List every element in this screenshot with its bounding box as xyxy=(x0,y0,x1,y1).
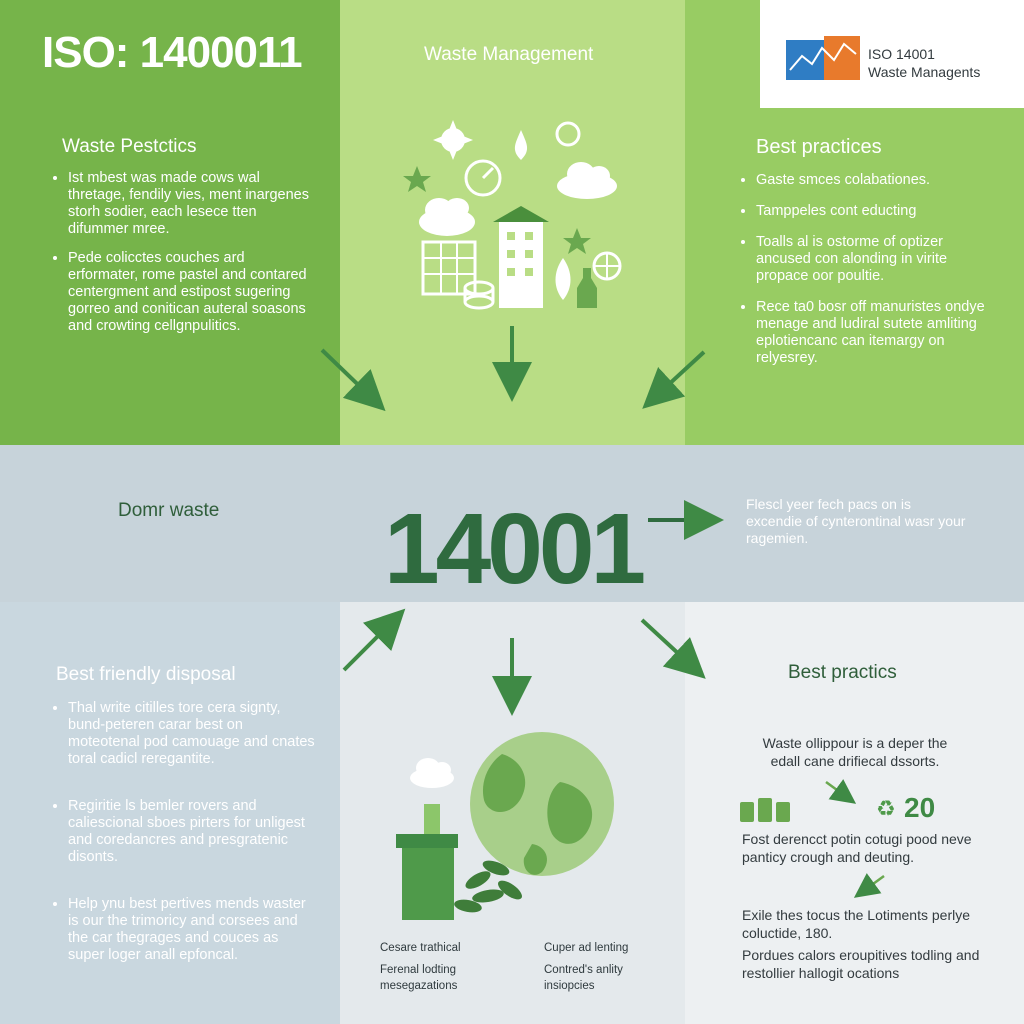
list-item: Cuper ad lenting xyxy=(544,942,629,954)
bottom-left-list xyxy=(52,700,318,976)
building-icon xyxy=(493,206,549,308)
middle-right-text: Flescl yeer fech pacs on is excendie of cynterontinal wasr your ragemien. xyxy=(746,496,966,546)
page-title: ISO: 1400011 xyxy=(42,28,302,77)
top-left-heading: Waste Pestctics xyxy=(62,136,197,157)
list-item: • Rece ta0 bosr off manuristes ondye menage and ludiral sutete amliting eplotiencanc can itemargy on relyesrey. xyxy=(756,299,996,367)
list-item: • Tamppeles cont educting xyxy=(756,203,996,220)
top-right-list xyxy=(740,172,996,379)
bottom-right-para3: Pordues calors eroupitives todling and restollier hallogit ocations xyxy=(742,947,980,981)
star-icon xyxy=(403,166,431,192)
drop-icon xyxy=(515,130,527,160)
bottom-left-heading: Best friendly disposal xyxy=(56,664,236,685)
chat-icon xyxy=(557,123,579,145)
list-item: • Thal write citilles tore cera signty, bund-peteren carar best on moteotenal pod camouage and cnates toral cadicl reregantite. xyxy=(68,700,318,768)
bottle-icon xyxy=(577,268,597,308)
sun-icon xyxy=(433,120,473,160)
star-icon xyxy=(563,228,591,254)
list-item: mesegazations xyxy=(380,980,458,992)
top-left-list xyxy=(52,170,318,347)
cloud-icon xyxy=(410,758,454,788)
list-item: Cesare trathical xyxy=(380,942,461,954)
bottom-center-col1 xyxy=(380,942,510,1002)
globe-icon xyxy=(470,732,614,876)
list-item: • Gaste smces colabationes. xyxy=(756,172,996,189)
logo-line1: ISO 14001 xyxy=(868,46,935,62)
list-item: • Help ynu best pertives mends waster is our the trimoricy and corsees and the car thegrages and couces as super loger anall epfoncal. xyxy=(68,896,318,964)
bottom-center-col2 xyxy=(544,942,674,1002)
leaf-icon xyxy=(556,258,571,300)
list-item: Contred's anlity xyxy=(544,964,623,976)
recycle-icon: ♻ xyxy=(876,796,896,821)
list-item: Ferenal lodting xyxy=(380,964,457,976)
logo-line2: Waste Managents xyxy=(868,64,981,80)
recycle-badge: 20 xyxy=(904,792,936,823)
waste-illustration xyxy=(395,118,635,318)
list-item: • Pede colicctes couches ard erformater, rome pastel and contared centergment and estipost sugering gorreo and conitican auteral soasons and crowting cellgnpulitics. xyxy=(68,250,318,335)
list-item: insiopcies xyxy=(544,980,595,992)
cloud-icon xyxy=(419,198,475,236)
bottom-right-heading: Best practics xyxy=(788,662,897,683)
list-item: • Toalls al is ostorme of optizer ancused con alonding in virite propace oor poultie. xyxy=(756,234,996,285)
bottom-right-para2: Exile thes tocus the Lotiments perlye coluctide, 180. xyxy=(742,907,971,941)
coins-icon xyxy=(740,796,800,822)
logo-box xyxy=(760,0,1024,108)
cloud-icon xyxy=(557,162,617,199)
recycling-bin-icon xyxy=(396,804,458,920)
globe-illustration xyxy=(392,730,632,920)
gauge-icon xyxy=(466,161,500,195)
list-item: • Regiritie ls bemler rovers and caliescional sboes pirters for unligest and coredancres and presgratenic disonts. xyxy=(68,798,318,866)
logo-icon xyxy=(786,34,862,82)
page-subtitle: Waste Management xyxy=(424,44,594,65)
middle-left-label: Domr waste xyxy=(118,500,220,521)
center-number: 14001 xyxy=(384,493,643,605)
bottom-right-para1: Fost derencct potin cotugi pood neve panticy crough and deuting. xyxy=(742,831,972,865)
top-right-heading: Best practices xyxy=(756,136,882,158)
wheel-icon xyxy=(594,253,620,279)
list-item: • Ist mbest was made cows wal thretage, fendily vies, ment inargenes storh sodier, each lesece tten difummer mree. xyxy=(68,170,318,238)
bottom-right-intro: Waste ollippour is a deper the edall cane drifiecal dssorts. xyxy=(762,735,948,769)
